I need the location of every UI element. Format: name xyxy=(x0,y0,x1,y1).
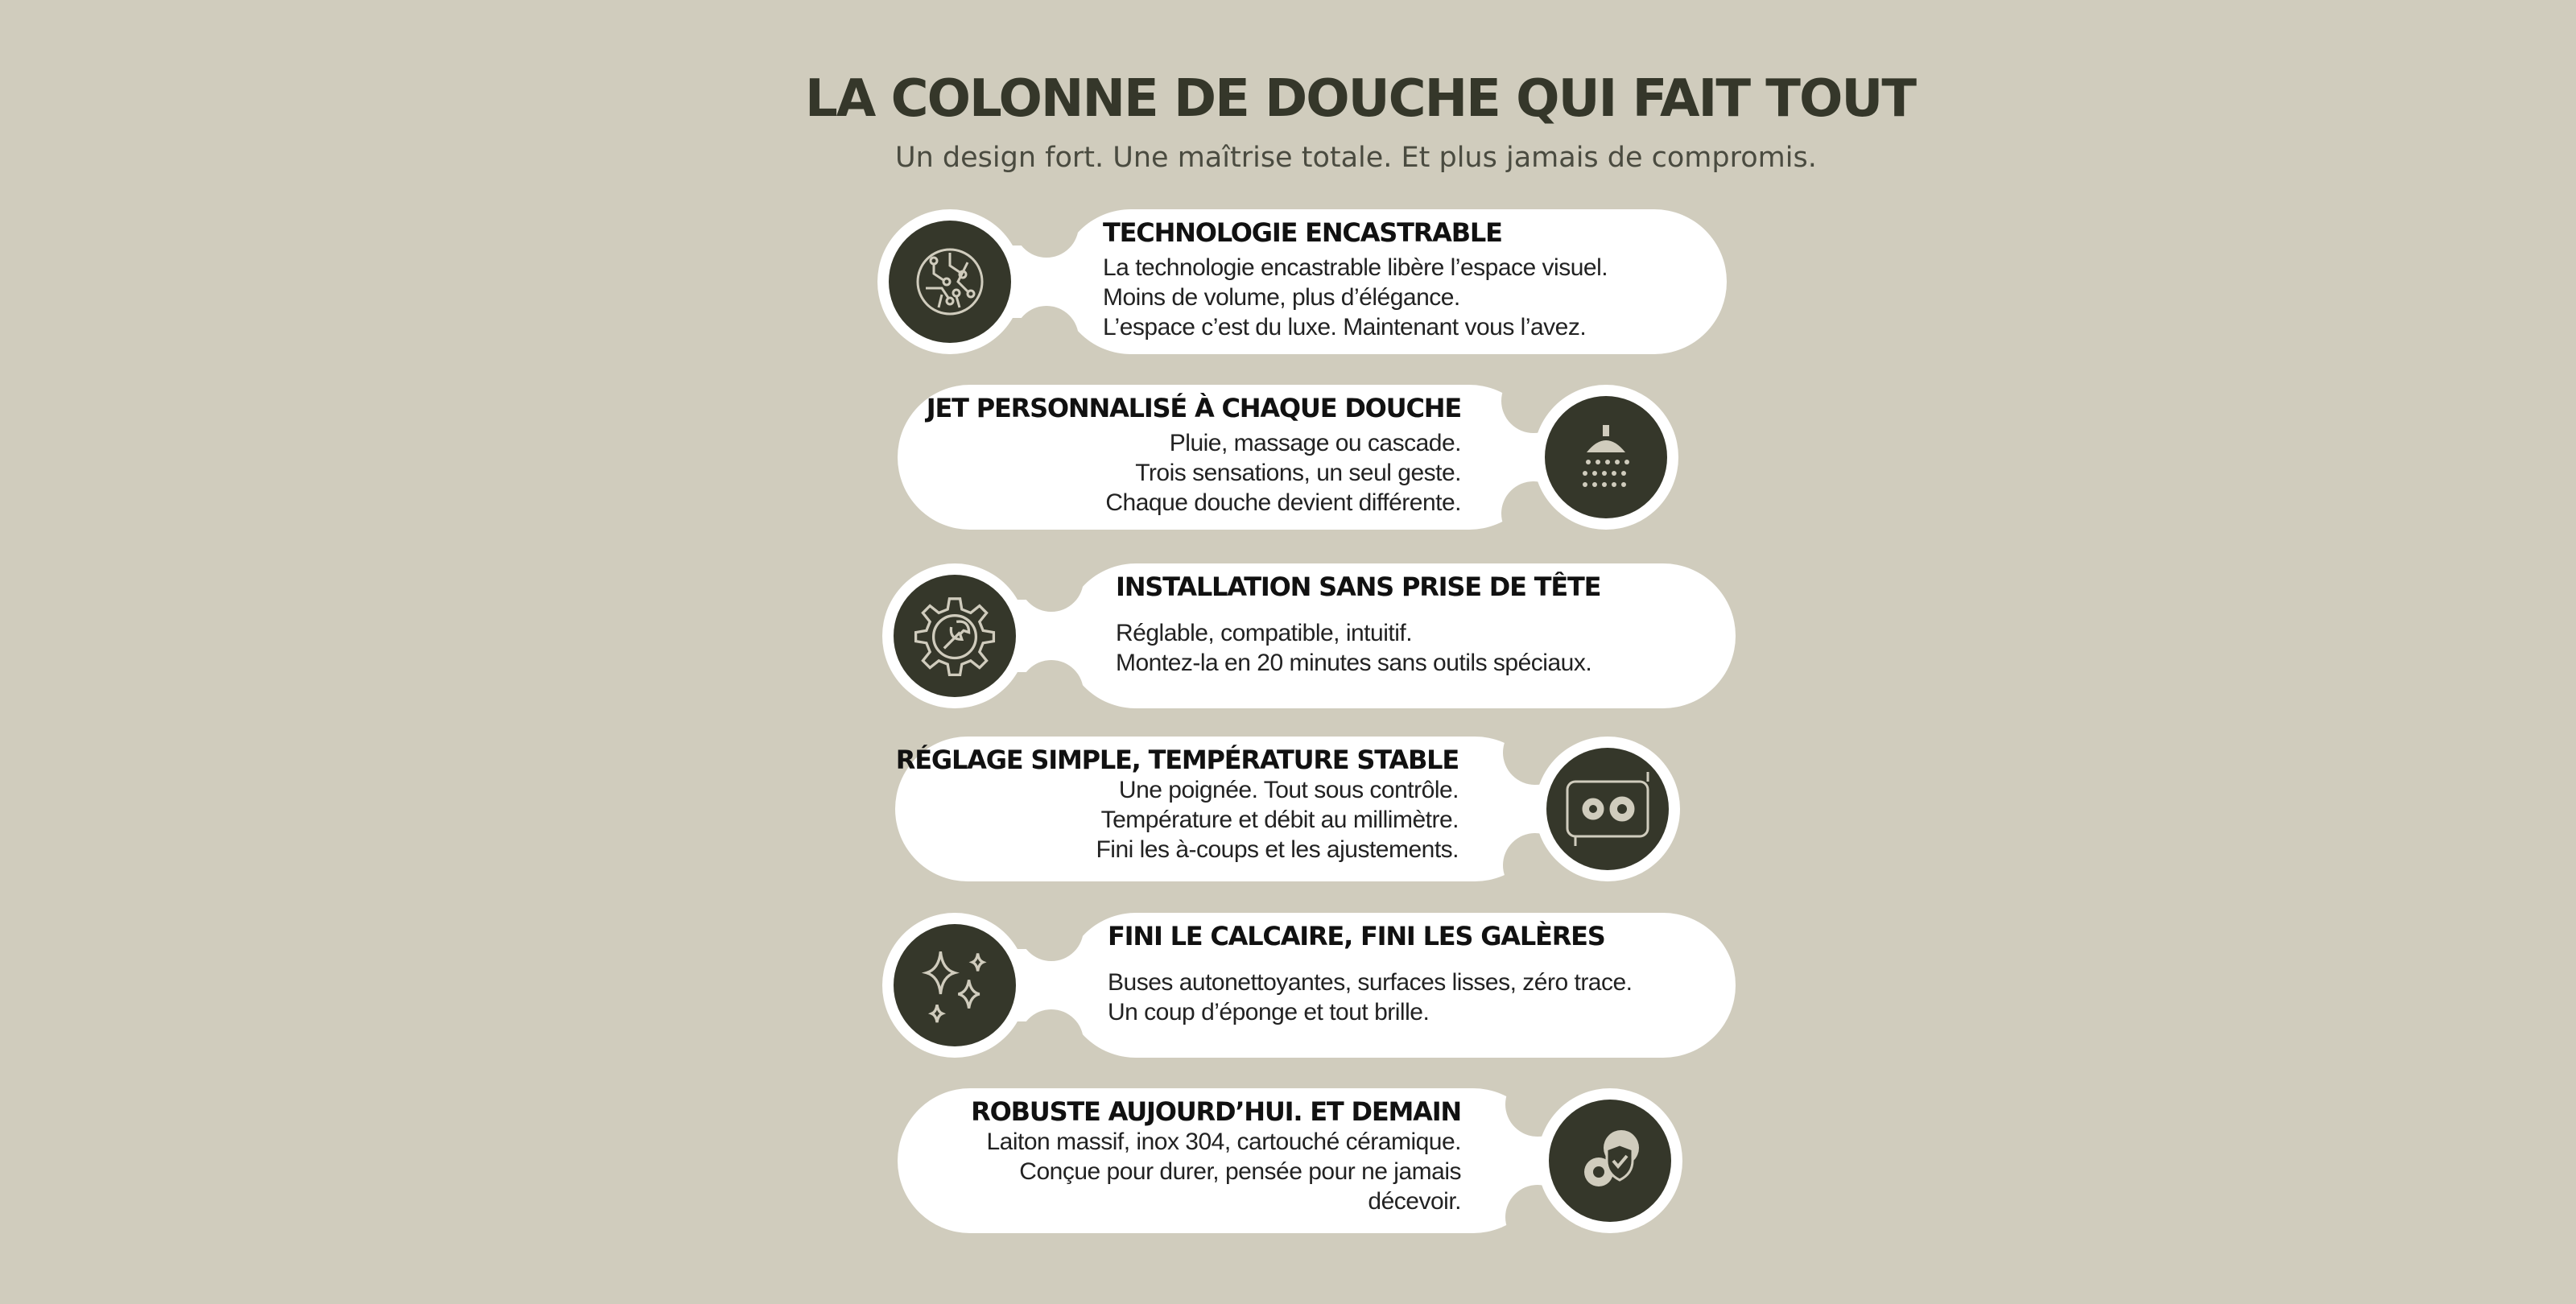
feature-line: Un coup d’éponge et tout brille. xyxy=(1108,999,1430,1025)
feature-row-calcaire xyxy=(882,913,1687,1058)
shower-head-icon xyxy=(1545,396,1667,518)
feature-text xyxy=(1116,572,1600,716)
sparkles-icon xyxy=(894,924,1016,1046)
feature-text xyxy=(896,745,1459,889)
feature-title: INSTALLATION SANS PRISE DE TÊTE xyxy=(1116,572,1601,602)
feature-line: La technologie encastrable libère l’espace visuel. xyxy=(1103,254,1608,281)
feature-row-installation xyxy=(882,563,1687,708)
page-subtitle: Un design fort. Une maîtrise totale. Et plus jamais de compromis. xyxy=(895,142,1817,174)
gears-shield-icon xyxy=(1549,1100,1671,1222)
circuit-globe-icon xyxy=(889,221,1011,343)
feature-line: L’espace c’est du luxe. Maintenant vous l’avez. xyxy=(1103,314,1587,340)
feature-line: Réglable, compatible, intuitif. xyxy=(1116,620,1413,646)
feature-text xyxy=(1108,921,1633,1066)
feature-text xyxy=(1103,217,1608,362)
feature-text xyxy=(971,1096,1461,1241)
feature-line: Chaque douche devient différente. xyxy=(1105,489,1461,516)
feature-text xyxy=(927,393,1461,538)
feature-line: Pluie, massage ou cascade. xyxy=(1169,430,1461,456)
feature-row-robuste xyxy=(898,1088,1703,1233)
feature-line: Moins de volume, plus d’élégance. xyxy=(1103,284,1460,311)
feature-line: Montez-la en 20 minutes sans outils spéciaux. xyxy=(1116,650,1592,676)
page-title: LA COLONNE DE DOUCHE QUI FAIT TOUT xyxy=(805,69,1915,129)
feature-line: décevoir. xyxy=(1368,1188,1461,1215)
feature-line: Laiton massif, inox 304, cartouché céramique. xyxy=(986,1129,1461,1155)
feature-line: Conçue pour durer, pensée pour ne jamais xyxy=(1019,1158,1461,1185)
feature-line: Trois sensations, un seul geste. xyxy=(1135,460,1461,486)
feature-line: Une poignée. Tout sous contrôle. xyxy=(1118,777,1459,803)
feature-row-technology xyxy=(877,209,1682,354)
feature-line: Température et débit au millimètre. xyxy=(1100,807,1459,833)
gears-cycle-icon xyxy=(1546,748,1669,870)
gear-wrench-icon xyxy=(894,575,1016,697)
feature-line: Fini les à-coups et les ajustements. xyxy=(1096,836,1459,863)
feature-title: TECHNOLOGIE ENCASTRABLE xyxy=(1103,217,1502,248)
feature-row-reglage xyxy=(895,737,1700,881)
feature-line: Buses autonettoyantes, surfaces lisses, zéro trace. xyxy=(1108,969,1633,996)
feature-title: JET PERSONNALISÉ À CHAQUE DOUCHE xyxy=(926,393,1461,423)
feature-row-jet xyxy=(898,385,1703,530)
feature-title: ROBUSTE AUJOURD’HUI. ET DEMAIN xyxy=(971,1096,1461,1127)
feature-title: RÉGLAGE SIMPLE, TEMPÉRATURE STABLE xyxy=(895,745,1459,775)
feature-title: FINI LE CALCAIRE, FINI LES GALÈRES xyxy=(1108,921,1605,951)
